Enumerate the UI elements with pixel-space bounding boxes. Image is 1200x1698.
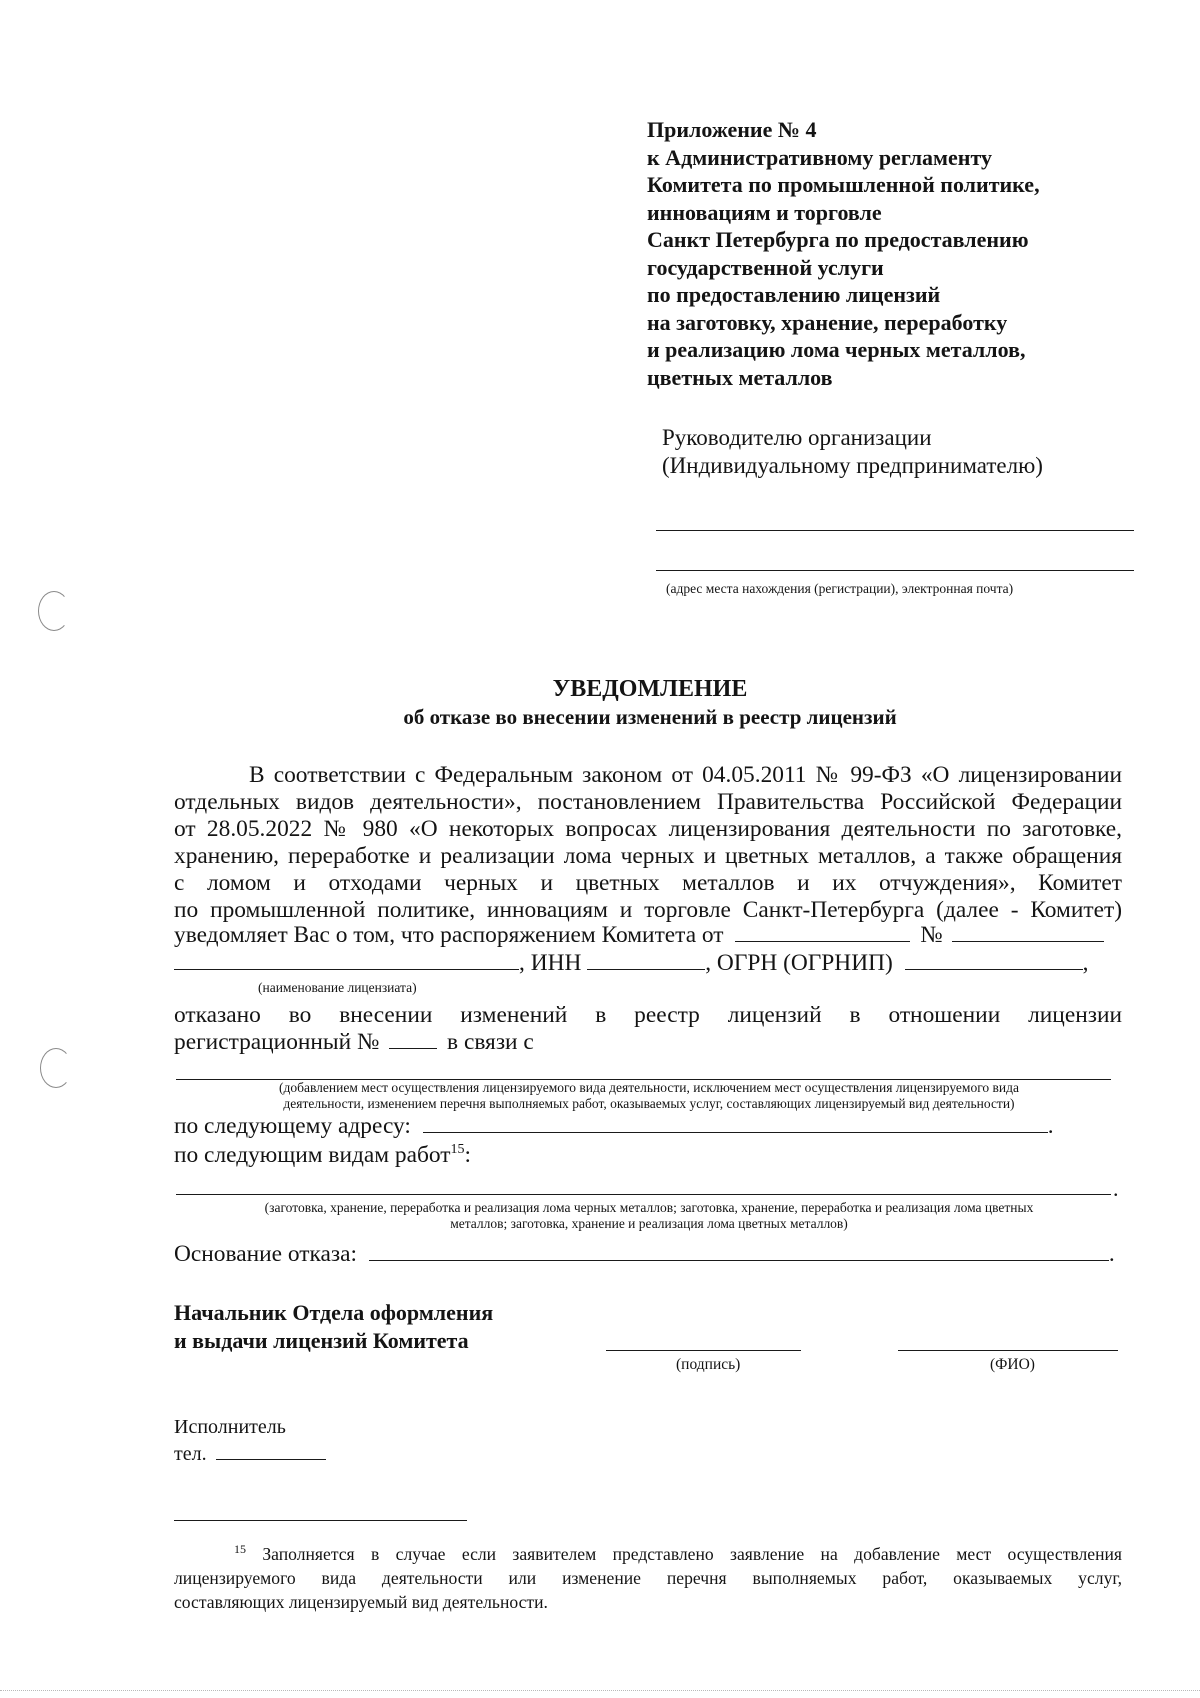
footnote-separator: [174, 1520, 467, 1521]
inn-label: , ИНН: [519, 950, 582, 976]
appendix-line: цветных металлов: [647, 364, 833, 390]
reason-caption-line-2: деятельности, изменением перечня выполняемых работ, оказываемых услуг, составляющих лицензируемый вид деятельности): [283, 1096, 1015, 1111]
scan-edge-line: [0, 1690, 1200, 1691]
reason-caption-line-1: (добавлением мест осуществления лицензируемого вида деятельности, исключением мест осуществления лицензируемого вида: [279, 1080, 1019, 1095]
addressee-line-1: Руководителю организации: [662, 425, 932, 450]
footnote-mark: 15: [234, 1542, 246, 1556]
appendix-line: по предоставлению лицензий: [647, 282, 941, 307]
paragraph-line: от 28.05.2022 № 980 «О некоторых вопросах лицензирования деятельности по заготовке,: [174, 816, 1122, 842]
appendix-line: инновациям и торговле: [647, 199, 882, 225]
executor-label: Исполнитель: [174, 1416, 286, 1438]
reason-caption: [174, 1080, 1124, 1112]
licensee-name-field[interactable]: [174, 951, 519, 970]
footnote: [174, 1537, 1122, 1614]
licensee-line: [174, 950, 1089, 977]
works-field[interactable]: [176, 1194, 1111, 1195]
works-caption-line-1: (заготовка, хранение, переработка и реализация лома черных металлов; заготовка, хранение, переработка и реализация лома цветных: [264, 1200, 1034, 1215]
licensee-comma: ,: [1082, 950, 1089, 976]
address-dot: .: [1047, 1113, 1054, 1139]
full-name-caption: (ФИО): [990, 1356, 1035, 1373]
paragraph-line: хранению, переработке и реализации лома черных и цветных металлов, а также обращения: [174, 843, 1122, 869]
works-caption-line-2: металлов; заготовка, хранение и реализация лома цветных металлов): [450, 1216, 848, 1231]
position-line-1: Начальник Отдела оформления: [174, 1300, 494, 1325]
document-title: УВЕДОМЛЕНИЕ: [552, 676, 748, 702]
appendix-line: Санкт Петербурга по предоставлению: [647, 227, 1029, 252]
addressee-address-caption: (адрес места нахождения (регистрации), электронная почта): [666, 581, 1014, 596]
signature-caption: (подпись): [676, 1356, 741, 1373]
works-label: по следующим видам работ: [174, 1142, 451, 1168]
works-footnote-mark: 15: [450, 1142, 465, 1158]
due-to-label: в связи с: [447, 1029, 534, 1055]
footnote-line-2: лицензируемого вида деятельности или изменение перечня выполняемых работ, оказываемых услуг,: [174, 1567, 1122, 1588]
addressee-block: [662, 424, 1043, 480]
paragraph-line: с ломом и отходами черных и цветных металлов и их отчуждения», Комитет: [174, 870, 1122, 896]
inn-field[interactable]: [587, 951, 705, 970]
position-line-2: и выдачи лицензий Комитета: [174, 1328, 469, 1353]
basis-line: [174, 1241, 1115, 1268]
footnote-line-1: [174, 1537, 1122, 1566]
order-date-field[interactable]: [735, 923, 910, 942]
appendix-line: Комитета по промышленной политике,: [647, 172, 1040, 197]
punch-hole-mark-top: [38, 591, 70, 631]
footnote-text-1: Заполняется в случае если заявителем представлено заявление на добавление мест осуществления: [262, 1543, 1122, 1564]
appendix-line: и реализацию лома черных металлов,: [647, 337, 1026, 362]
appendix-line: Приложение № 4: [647, 117, 817, 142]
addressee-address-field[interactable]: [656, 570, 1134, 571]
basis-label: Основание отказа:: [174, 1241, 357, 1267]
footnote-line-3: составляющих лицензируемый вид деятельности.: [174, 1591, 548, 1612]
appendix-line: к Административному регламенту: [647, 144, 992, 170]
works-dot: .: [1113, 1176, 1119, 1201]
works-line: [174, 1142, 471, 1169]
document-subtitle: об отказе во внесении изменений в реестр лицензий: [403, 705, 897, 729]
appendix-header: [647, 116, 1167, 391]
reg-number-label: регистрационный №: [174, 1029, 380, 1055]
addressee-line-2: (Индивидуальному предпринимателю): [662, 453, 1043, 478]
refused-line: отказано во внесении изменений в реестр лицензий в отношении лицензии: [174, 1002, 1122, 1028]
paragraph-line: В соответствии с Федеральным законом от 04.05.2011 № 99-ФЗ «О лицензировании: [249, 762, 1122, 788]
works-caption: [174, 1200, 1124, 1232]
addressee-name-field[interactable]: [656, 530, 1134, 531]
punch-hole-mark-bottom: [40, 1048, 72, 1088]
notify-line: [174, 922, 1104, 949]
address-line: [174, 1113, 1054, 1140]
paragraph-line: по промышленной политике, инновациям и торговле Санкт-Петербурга (далее - Комитет): [174, 897, 1122, 923]
address-label: по следующему адресу:: [174, 1113, 411, 1139]
appendix-line: на заготовку, хранение, переработку: [647, 309, 1008, 335]
paragraph-line: отдельных видов деятельности», постановлением Правительства Российской Федерации: [174, 789, 1122, 815]
registration-line: [174, 1029, 534, 1056]
basis-field[interactable]: [369, 1242, 1109, 1261]
full-name-field[interactable]: [898, 1350, 1118, 1351]
reg-number-field[interactable]: [389, 1030, 437, 1049]
number-sign: №: [920, 922, 943, 948]
notify-text: уведомляет Вас о том, что распоряжением Комитета от: [174, 922, 724, 948]
address-field[interactable]: [423, 1114, 1048, 1133]
ogrn-field[interactable]: [905, 951, 1083, 970]
appendix-line: государственной услуги: [647, 254, 884, 280]
signature-field[interactable]: [606, 1350, 801, 1351]
order-number-field[interactable]: [952, 923, 1104, 942]
signature-position: [174, 1299, 493, 1355]
phone-label: тел.: [174, 1443, 207, 1465]
ogrn-label: , ОГРН (ОГРНИП): [705, 950, 893, 976]
phone-field[interactable]: [216, 1443, 326, 1460]
basis-dot: .: [1108, 1241, 1115, 1267]
works-colon: :: [464, 1142, 472, 1168]
executor-phone-line: [174, 1443, 326, 1466]
licensee-caption: (наименование лицензиата): [258, 980, 417, 995]
